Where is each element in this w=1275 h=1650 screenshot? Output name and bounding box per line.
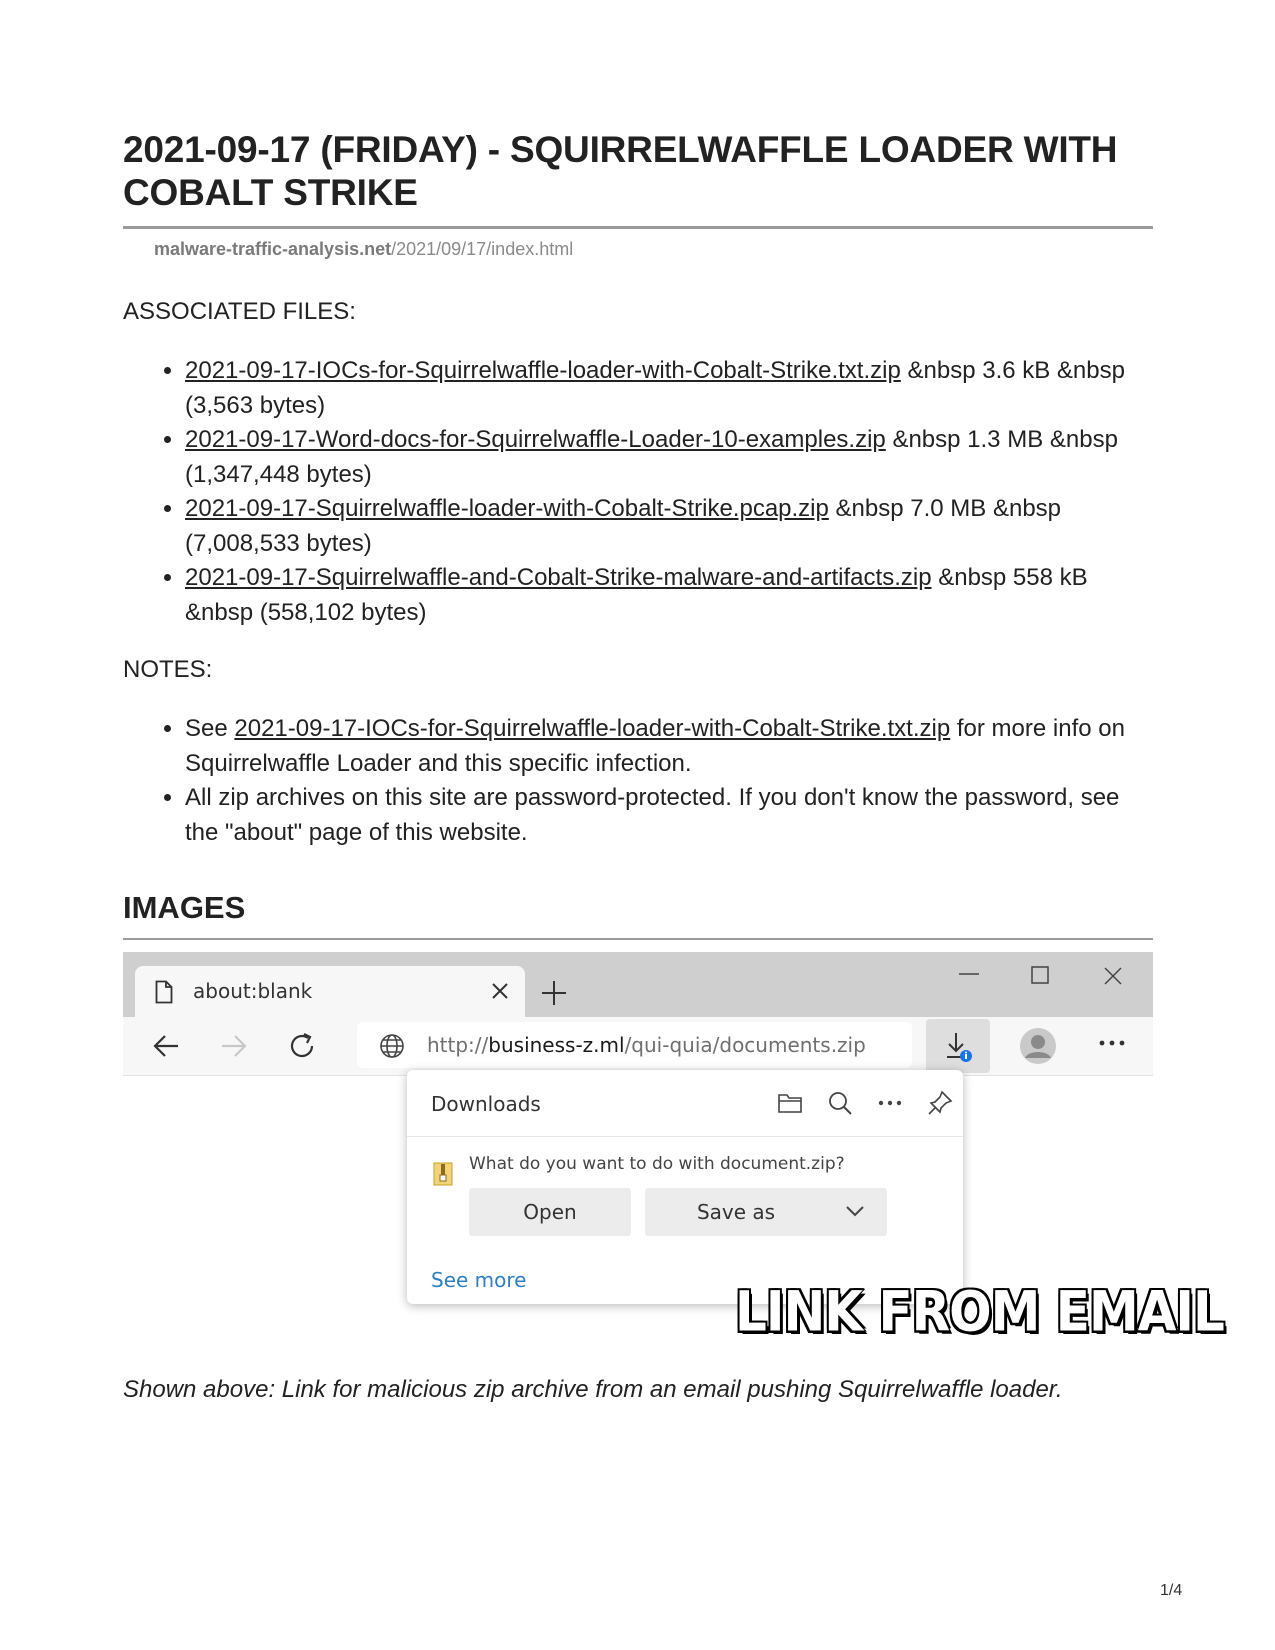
tab-bar	[123, 952, 1153, 1017]
list-item: • All zip archives on this site are password-protected. If you don't know the password, see the "about" page of this website.	[185, 781, 1153, 850]
associated-files-list	[123, 354, 1153, 630]
title-divider	[123, 226, 1153, 229]
open-button[interactable]: Open	[469, 1188, 631, 1236]
address-bar[interactable]	[357, 1022, 912, 1068]
browser-screenshot	[123, 952, 1224, 1362]
list-item	[185, 423, 1153, 492]
globe-icon	[379, 1033, 405, 1059]
page-title: 2021-09-17 (FRIDAY) - SQUIRRELWAFFLE LOADER WITH COBALT STRIKE	[123, 129, 1118, 213]
file-size: &nbsp 7.0 MB &nbsp (7,008,533 bytes)	[185, 495, 1062, 557]
file-size: &nbsp 3.6 kB &nbsp (3,563 bytes)	[185, 357, 1125, 419]
minimize-icon[interactable]	[959, 972, 979, 976]
browser-tab[interactable]	[135, 966, 525, 1017]
zip-file-icon	[433, 1162, 453, 1186]
document-page	[123, 128, 1224, 1404]
file-link[interactable]: 2021-09-17-IOCs-for-Squirrelwaffle-loader-with-Cobalt-Strike.txt.zip	[185, 357, 901, 384]
source-path: /2021/09/17/index.html	[391, 239, 574, 259]
pin-icon[interactable]	[927, 1090, 953, 1116]
list-item	[185, 492, 1153, 561]
list-item	[185, 354, 1153, 423]
url-host: business-z.ml	[488, 1033, 625, 1057]
source-domain: malware-traffic-analysis.net	[154, 239, 392, 259]
associated-files-label: ASSOCIATED FILES:	[123, 298, 356, 325]
tab-title: about:blank	[193, 979, 313, 1003]
window-close-icon[interactable]	[1103, 966, 1123, 986]
note-text: for more info on Squirrelwaffle Loader and this specific infection.	[185, 715, 1125, 777]
downloads-panel	[407, 1070, 963, 1304]
search-icon[interactable]	[827, 1090, 853, 1116]
url-scheme: http://	[427, 1033, 489, 1057]
document-icon	[155, 980, 173, 1004]
refresh-icon[interactable]	[287, 1031, 317, 1061]
page-number: 1/4	[1160, 1582, 1183, 1599]
file-link[interactable]: 2021-09-17-Squirrelwaffle-and-Cobalt-Strike-malware-and-artifacts.zip	[185, 564, 932, 591]
more-icon[interactable]	[877, 1090, 903, 1116]
chevron-down-icon[interactable]	[845, 1204, 865, 1218]
link-from-email-stamp: LINK FROM EMAIL	[735, 1280, 1224, 1344]
see-more-link[interactable]: See more	[431, 1268, 527, 1292]
file-link[interactable]: 2021-09-17-Word-docs-for-Squirrelwaffle-Loader-10-examples.zip	[185, 426, 886, 453]
file-link[interactable]: 2021-09-17-Squirrelwaffle-loader-with-Cobalt-Strike.pcap.zip	[185, 495, 829, 522]
ioc-link[interactable]: 2021-09-17-IOCs-for-Squirrelwaffle-loader-with-Cobalt-Strike.txt.zip	[234, 715, 951, 742]
address-url	[427, 1033, 866, 1057]
list-item	[185, 712, 1153, 781]
downloads-button[interactable]	[926, 1019, 990, 1073]
panel-divider	[407, 1136, 963, 1137]
save-as-label: Save as	[696, 1200, 776, 1224]
file-size: &nbsp 1.3 MB &nbsp (1,347,448 bytes)	[185, 426, 1118, 488]
back-icon[interactable]	[151, 1031, 181, 1061]
list-item	[185, 561, 1153, 630]
downloads-title: Downloads	[431, 1092, 541, 1116]
note-text: See	[185, 715, 235, 742]
new-tab-icon[interactable]	[541, 980, 567, 1006]
browser-toolbar	[123, 1017, 1153, 1076]
maximize-icon[interactable]	[1031, 966, 1049, 984]
save-as-button[interactable]	[645, 1188, 887, 1236]
images-heading: IMAGES	[123, 890, 246, 925]
url-path: /qui-quia/documents.zip	[624, 1033, 866, 1057]
image-caption: Shown above: Link for malicious zip archive from an email pushing Squirrelwaffle loader.	[123, 1376, 1063, 1403]
more-icon[interactable]	[1099, 1039, 1125, 1047]
folder-icon[interactable]	[777, 1090, 803, 1116]
download-icon	[944, 1031, 974, 1063]
images-divider	[123, 938, 1153, 940]
download-prompt: What do you want to do with document.zip?	[469, 1154, 845, 1174]
forward-icon[interactable]	[219, 1031, 249, 1061]
source-url[interactable]	[154, 239, 1153, 260]
file-size: &nbsp 558 kB &nbsp (558,102 bytes)	[185, 564, 1088, 626]
notes-label: NOTES:	[123, 656, 213, 683]
notes-list	[123, 712, 1153, 850]
tab-close-icon[interactable]	[491, 982, 509, 1000]
avatar-icon[interactable]	[1019, 1027, 1057, 1065]
